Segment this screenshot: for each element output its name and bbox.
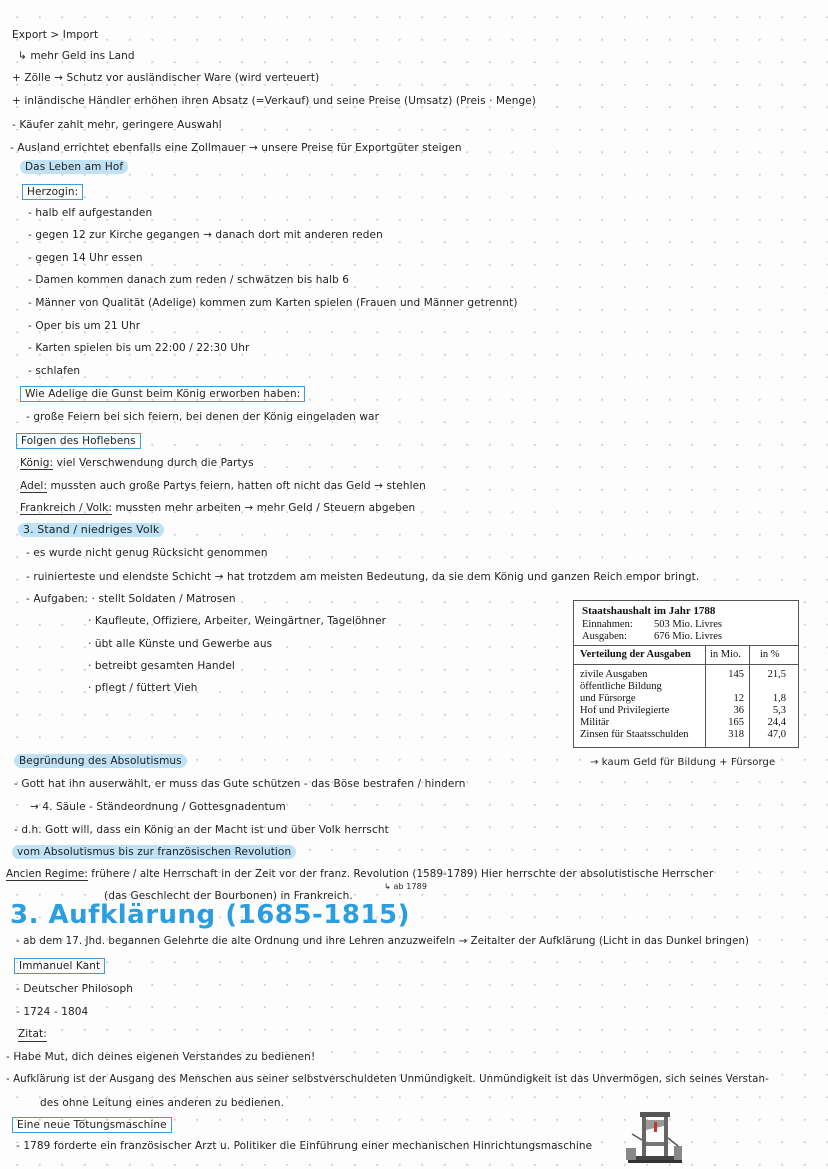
line-essen: - gegen 14 Uhr essen <box>28 252 143 264</box>
table-row <box>580 729 794 741</box>
table-income-value: 503 Mio. Livres <box>654 619 722 630</box>
row-mio: 165 <box>728 717 744 728</box>
row-mio: 145 <box>728 669 744 680</box>
table-head-mio: in Mio. <box>710 649 741 660</box>
heading-begruendung: Begründung des Absolutismus <box>14 754 187 768</box>
line-handel: · betreibt gesamten Handel <box>88 660 235 672</box>
note-ab-1789: ↳ ab 1789 <box>384 882 428 891</box>
line-ausland: - Ausland errichtet ebenfalls eine Zollmauer → unsere Preise für Exportgüter steigen <box>10 142 462 154</box>
line-adel <box>20 479 426 493</box>
table-row <box>580 717 794 729</box>
heading-folgen: Folgen des Hoflebens <box>16 433 141 449</box>
row-mio: 36 <box>733 705 744 716</box>
table-row <box>580 669 794 681</box>
text-koenig: viel Verschwendung durch die Partys <box>53 457 254 469</box>
line-schlafen: - schlafen <box>28 365 81 377</box>
heading-dritter-stand: 3. Stand / niedriges Volk <box>18 523 164 537</box>
line-schicht: - ruinierteste und elendste Schicht → hat trotzdem am meisten Bedeutung, da sie dem König und ganzen Reich empor bringt. <box>26 571 700 583</box>
table-title: Staatshaushalt im Jahr 1788 <box>582 605 716 617</box>
line-karten: - Karten spielen bis um 22:00 / 22:30 Uhr <box>28 342 250 354</box>
line-frankreich <box>20 501 415 515</box>
table-spend-label: Ausgaben: <box>582 631 627 642</box>
heading-herzogin: Herzogin: <box>22 184 83 200</box>
guillotine-icon <box>624 1110 686 1165</box>
line-mehr-geld: ↳ mehr Geld ins Land <box>18 50 135 62</box>
line-koenig <box>20 456 254 470</box>
line-ruecksicht: - es wurde nicht genug Rücksicht genommen <box>26 547 268 559</box>
line-kaufleute: · Kaufleute, Offiziere, Arbeiter, Weingärtner, Tagelöhner <box>88 615 387 627</box>
line-habe-mut: - Habe Mut, dich deines eigenen Verstandes zu bedienen! <box>6 1051 316 1063</box>
heading-gunst: Wie Adelige die Gunst beim König erworben haben: <box>20 386 305 402</box>
line-bourbonen: (das Geschlecht der Bourbonen) in Frankreich. <box>104 890 353 902</box>
row-label: Hof und Privilegierte <box>580 705 670 716</box>
line-lebensdaten: - 1724 - 1804 <box>16 1006 89 1018</box>
row-label: Zinsen für Staatsschulden <box>580 729 689 740</box>
line-damen: - Damen kommen danach zum reden / schwätzen bis halb 6 <box>28 274 350 286</box>
line-ancien-regime <box>6 867 713 881</box>
label-ancien-regime: Ancien Regime: <box>6 868 88 880</box>
line-aufklaerung-def: - Aufklärung ist der Ausgang des Menschen aus seiner selbstverschuldeten Unmündigkeit. Unmündigkeit ist das Unvermögen, sich seines Verstan- <box>6 1074 769 1085</box>
label-zitat: Zitat: <box>18 1028 47 1040</box>
table-head-verteilung: Verteilung der Ausgaben <box>580 649 691 660</box>
table-income-label: Einnahmen: <box>582 619 633 630</box>
label-adel: Adel: <box>20 480 48 492</box>
table-spend-value: 676 Mio. Livres <box>654 631 722 642</box>
line-feiern: - große Feiern bei sich feiern, bei denen der König eingeladen war <box>26 411 379 423</box>
table-row <box>580 681 794 693</box>
table-head-pct: in % <box>760 649 780 660</box>
heading-toetungsmaschine: Eine neue Tötungsmaschine <box>12 1117 172 1133</box>
line-saeule: → 4. Säule - Ständeordnung / Gottesgnadentum <box>30 801 286 813</box>
row-pct: 47,0 <box>767 729 786 740</box>
text-adel: mussten auch große Partys feiern, hatten oft nicht das Geld → stehlen <box>47 480 426 492</box>
row-pct: 21,5 <box>767 669 786 680</box>
row-pct: 5,3 <box>772 705 786 716</box>
line-export-import: Export > Import <box>12 29 99 41</box>
line-aufklaerung-def-2: des ohne Leitung eines anderen zu bedienen. <box>40 1097 285 1109</box>
line-haendler: + inländische Händler erhöhen ihren Absatz (=Verkauf) und seine Preise (Umsatz) (Preis · Menge) <box>12 95 536 107</box>
table-head-divider <box>574 664 798 665</box>
budget-table <box>573 600 799 748</box>
line-kuenste: · übt alle Künste und Gewerbe aus <box>88 638 273 650</box>
line-vieh: · pflegt / füttert Vieh <box>88 682 198 694</box>
note-kaum-geld: → kaum Geld für Bildung + Fürsorge <box>590 757 776 768</box>
title-aufklaerung: 3. Aufklärung (1685-1815) <box>10 900 410 930</box>
label-frankreich: Frankreich / Volk: <box>20 502 112 514</box>
row-label: öffentliche Bildung <box>580 681 662 692</box>
heading-kant: Immanuel Kant <box>14 958 105 974</box>
text-frankreich: mussten mehr arbeiten → mehr Geld / Steuern abgeben <box>112 502 416 514</box>
line-dh: - d.h. Gott will, dass ein König an der Macht ist und über Volk herrscht <box>14 824 389 836</box>
row-label: Militär <box>580 717 610 728</box>
table-row <box>580 705 794 717</box>
row-pct: 1,8 <box>772 693 786 704</box>
line-gott: - Gott hat ihn auserwählt, er muss das Gute schützen - das Böse bestrafen / hindern <box>14 778 466 790</box>
line-zoelle: + Zölle → Schutz vor ausländischer Ware (wird verteuert) <box>12 72 320 84</box>
line-philosoph: - Deutscher Philosoph <box>16 983 134 995</box>
row-mio: 12 <box>733 693 744 704</box>
table-row <box>580 693 794 705</box>
row-label: zivile Ausgaben <box>580 669 648 680</box>
table-divider <box>574 645 798 646</box>
text-ancien-regime: frühere / alte Herrschaft in der Zeit vor der franz. Revolution (1589-1789) Hier herrschte der absolutistische Herrscher <box>87 868 714 880</box>
row-label: und Fürsorge <box>580 693 636 704</box>
line-aufgestanden: - halb elf aufgestanden <box>28 207 153 219</box>
heading-leben-am-hof: Das Leben am Hof <box>20 160 128 174</box>
line-kirche: - gegen 12 zur Kirche gegangen → danach dort mit anderen reden <box>28 229 383 241</box>
row-mio: 318 <box>728 729 744 740</box>
line-gelehrte: - ab dem 17. Jhd. begannen Gelehrte die alte Ordnung und ihre Lehren anzuzweifeln → Zeitalter der Aufklärung (Licht in das Dunkel bringen) <box>16 936 750 947</box>
heading-revolution: vom Absolutismus bis zur französischen Revolution <box>12 845 296 859</box>
line-aufgaben: - Aufgaben: · stellt Soldaten / Matrosen <box>26 593 236 605</box>
label-koenig: König: <box>20 457 54 469</box>
line-maenner: - Männer von Qualität (Adelige) kommen zum Karten spielen (Frauen und Männer getrennt) <box>28 297 518 309</box>
row-pct: 24,4 <box>767 717 786 728</box>
line-kaeufer: - Käufer zahlt mehr, geringere Auswahl <box>12 119 222 131</box>
line-oper: - Oper bis um 21 Uhr <box>28 320 141 332</box>
line-1789: - 1789 forderte ein französischer Arzt u. Politiker die Einführung einer mechanischen Hinrichtungsmaschine <box>16 1140 593 1152</box>
